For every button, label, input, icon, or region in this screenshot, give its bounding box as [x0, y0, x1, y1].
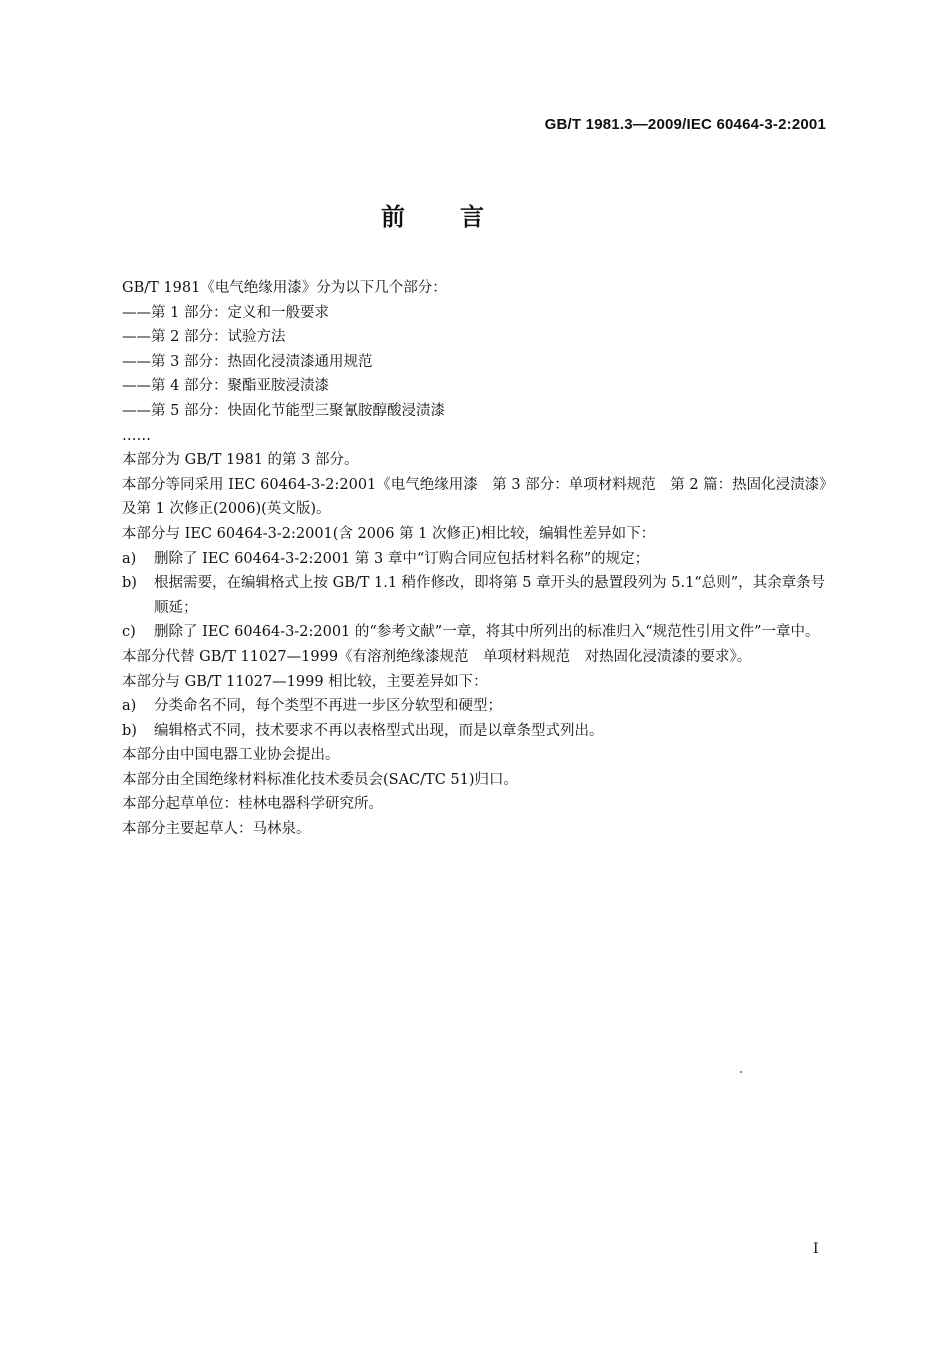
paragraph-proposer: 本部分由中国电器工业协会提出。	[122, 747, 340, 764]
paragraph-adoption: 本部分等同采用 IEC 60464-3-2:2001《电气绝缘用漆 第 3 部分：单项材料规范 第 2 篇：热固化浸渍漆》及第 1 次修正(2006)(英文版)。	[122, 476, 827, 518]
diff-list-item	[122, 547, 832, 572]
list-label: a)	[122, 550, 137, 567]
standard-code: GB/T 1981.3—2009/IEC 60464-3-2:2001	[544, 116, 826, 133]
part-list-item: ——第 5 部分：快固化节能型三聚氰胺醇酸浸渍漆	[122, 402, 445, 419]
foreword-body	[122, 276, 832, 842]
diff-list-item	[122, 571, 832, 620]
list-text: 删除了 IEC 60464-3-2:2001 的“参考文献”一章，将其中所列出的标准归入“规范性引用文件”一章中。	[154, 624, 820, 641]
part-list-item: ——第 1 部分：定义和一般要求	[122, 304, 329, 321]
list-label: b)	[122, 575, 137, 592]
diff-list-item	[122, 694, 832, 719]
list-text: 根据需要，在编辑格式上按 GB/T 1.1 稍作修改，即将第 5 章开头的悬置段列为 5.1“总则”，其余章条号顺延；	[154, 575, 826, 616]
list-text: 分类命名不同，每个类型不再进一步区分软型和硬型；	[154, 698, 502, 715]
part-list-item: ——第 2 部分：试验方法	[122, 329, 286, 346]
diff-list-item	[122, 719, 832, 744]
paragraph-drafting-unit: 本部分起草单位：桂林电器科学研究所。	[122, 796, 383, 813]
scan-speck	[740, 1071, 742, 1073]
page-title: 前言	[381, 203, 539, 231]
diff-list-item	[122, 620, 832, 645]
paragraph-replaces: 本部分代替 GB/T 11027—1999《有溶剂绝缘漆规范 单项材料规范 对热固化浸渍漆的要求》。	[122, 648, 752, 665]
list-label: a)	[122, 698, 137, 715]
page-number: I	[813, 1241, 819, 1257]
paragraph-scope: 本部分为 GB/T 1981 的第 3 部分。	[122, 452, 359, 469]
paragraph-comparison: 本部分与 IEC 60464-3-2:2001(含 2006 第 1 次修正)相比较，编辑性差异如下：	[122, 525, 656, 542]
paragraph-drafter: 本部分主要起草人：马林泉。	[122, 821, 311, 838]
part-list-item: ——第 4 部分：聚酯亚胺浸渍漆	[122, 378, 329, 395]
list-text: 删除了 IEC 60464-3-2:2001 第 3 章中“订购合同应包括材料名称”的规定；	[154, 550, 650, 567]
paragraph-main-differences: 本部分与 GB/T 11027—1999 相比较，主要差异如下：	[122, 673, 488, 690]
ellipsis: ……	[122, 427, 151, 444]
paragraph-centralized: 本部分由全国绝缘材料标准化技术委员会(SAC/TC 51)归口。	[122, 771, 519, 788]
list-label: b)	[122, 722, 137, 739]
part-list-item: ——第 3 部分：热固化浸渍漆通用规范	[122, 353, 373, 370]
list-text: 编辑格式不同，技术要求不再以表格型式出现，而是以章条型式列出。	[154, 722, 604, 739]
list-label: c)	[122, 624, 136, 641]
intro-paragraph: GB/T 1981《电气绝缘用漆》分为以下几个部分：	[122, 280, 447, 296]
